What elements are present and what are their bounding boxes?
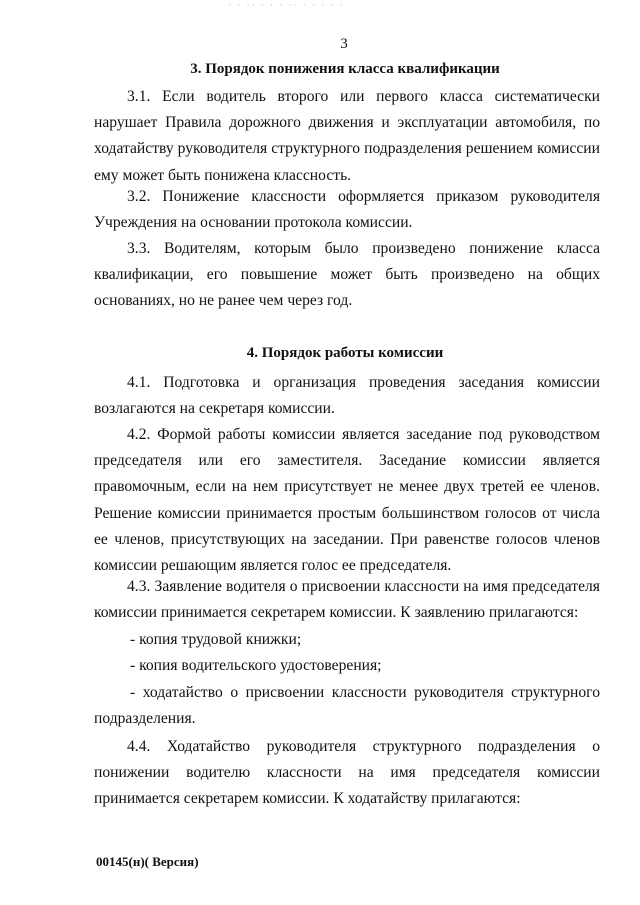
paragraph-4-1: 4.1. Подготовка и организация проведения заседания комиссии возлагаются на секретаря комиссии.: [94, 374, 600, 418]
list-item-1: - копия трудовой книжки;: [130, 631, 302, 648]
section-3-heading: 3. Порядок понижения класса квалификации: [190, 61, 500, 77]
list-item-3: - ходатайство о присвоении классности руководителя структурного подразделения.: [94, 684, 600, 728]
page-number: 3: [340, 36, 348, 52]
list-item-2: - копия водительского удостоверения;: [130, 657, 382, 674]
paragraph-4-4: 4.4. Ходатайство руководителя структурного подразделения о понижении водителю классности на имя председателя комиссии принимается секретарем комиссии. К ходатайству прилагаются:: [94, 738, 600, 808]
paragraph-4-3: 4.3. Заявление водителя о присвоении классности на имя председателя комиссии принимается секретарем комиссии. К заявлению прилагаются:: [94, 578, 600, 622]
paragraph-3-3: 3.3. Водителям, которым было произведено понижение класса квалификации, его повышение может быть произведено на общих основаниях, но не ранее чем через год.: [94, 240, 600, 310]
document-code: 00145(н)( Версия): [96, 854, 199, 869]
paragraph-3-1: 3.1. Если водитель второго или первого класса систематически нарушает Правила дорожного движения и эксплуатации автомобиля, по ходатайству руководителя структурного подразделения решением комиссии ему может быть понижена классность.: [94, 88, 600, 184]
paragraph-3-2: 3.2. Понижение классности оформляется приказом руководителя Учреждения на основании протокола комиссии.: [94, 188, 600, 232]
scan-artifact: · · ·· · · · ·· · · · · ·: [228, 0, 345, 8]
section-4-heading: 4. Порядок работы комиссии: [246, 345, 444, 361]
paragraph-4-2: 4.2. Формой работы комиссии является заседание под руководством председателя или его заместителя. Заседание комиссии является правомочным, если на нем присутствует не менее двух третей ее членов. Решение комиссии принимается простым большинством голосов от числа ее членов, присутствующих на заседании. При равенстве голосов членов комиссии решающим является голос ее председателя.: [94, 426, 600, 575]
